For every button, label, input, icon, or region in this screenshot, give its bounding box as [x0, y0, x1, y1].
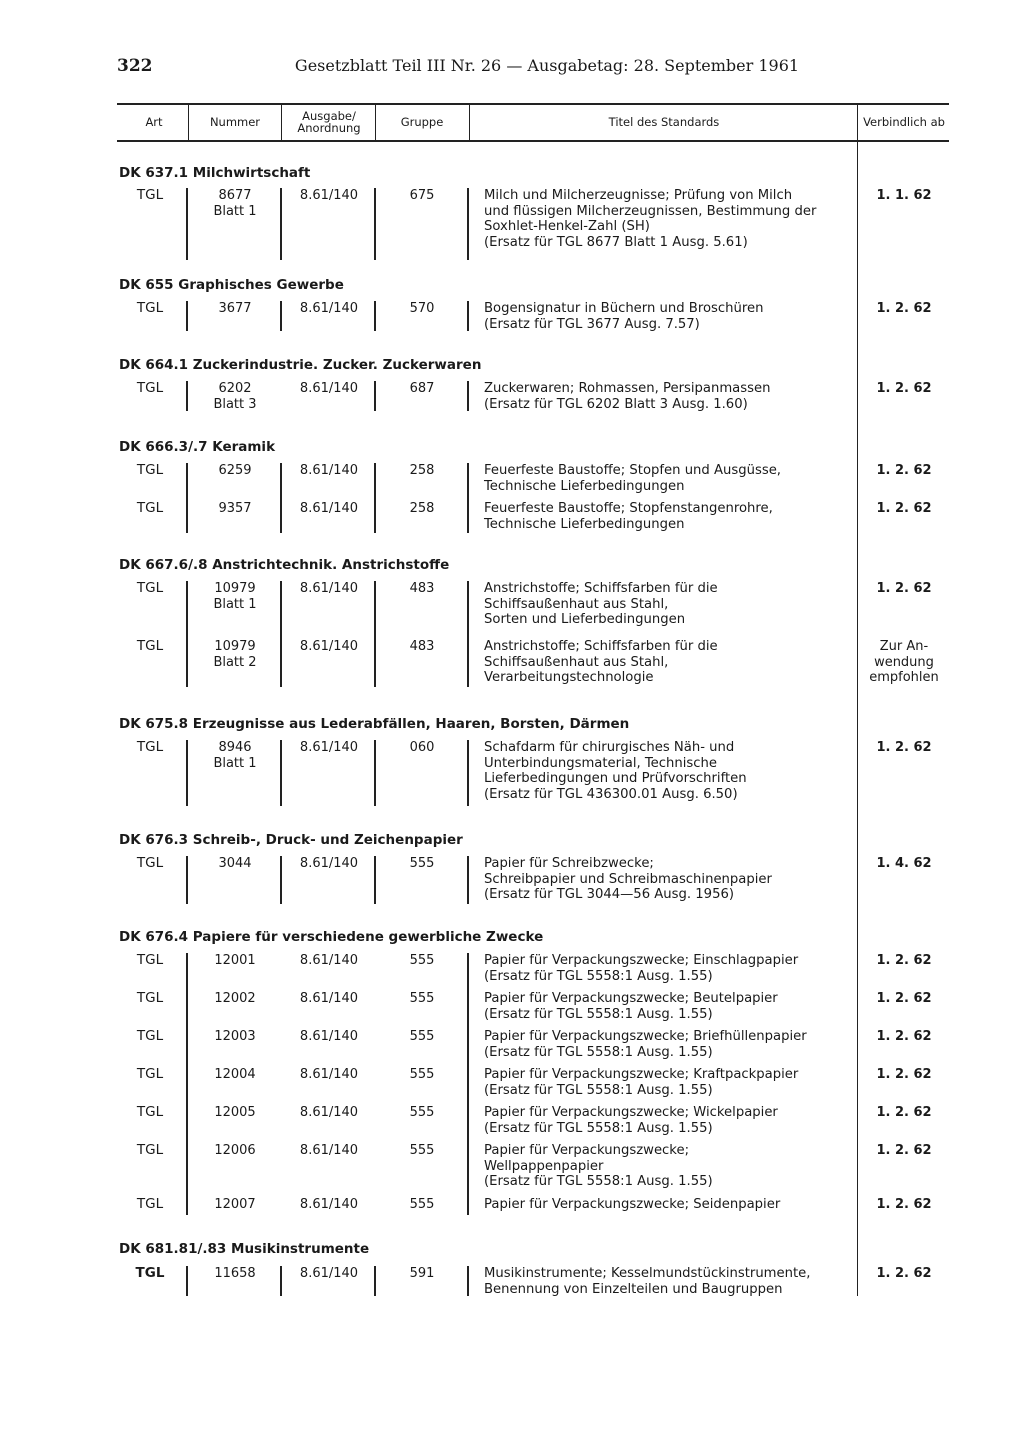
cell-gruppe: 555 [409, 1067, 435, 1082]
row-divider [186, 1266, 188, 1296]
cell-gruppe: 555 [409, 1143, 435, 1158]
cell-ausgabe: 8.61/140 [299, 953, 359, 968]
cell-gruppe: 591 [409, 1266, 435, 1281]
cell-gruppe: 555 [409, 953, 435, 968]
cell-nummer: 6202 Blatt 3 [213, 381, 257, 412]
row-divider [467, 856, 469, 904]
row-divider [467, 301, 469, 331]
cell-verbindlich: 1. 2. 62 [876, 1143, 932, 1158]
cell-nummer: 6259 [218, 463, 252, 478]
cell-nummer: 12006 [214, 1143, 256, 1158]
cell-titel: Papier für Verpackungszwecke; Beutelpapier (Ersatz für TGL 5558:1 Ausg. 1.55) [484, 991, 778, 1022]
cell-ausgabe: 8.61/140 [299, 1067, 359, 1082]
cell-nummer: 3677 [218, 301, 252, 316]
cell-art: TGL [136, 952, 164, 968]
row-divider [280, 1266, 282, 1296]
cell-titel: Papier für Verpackungszwecke; Kraftpackpapier (Ersatz für TGL 5558:1 Ausg. 1.55) [484, 1067, 799, 1098]
cell-titel: Feuerfeste Baustoffe; Stopfenstangenrohre, Technische Lieferbedingungen [484, 501, 773, 532]
cell-art: TGL [136, 1196, 164, 1212]
cell-nummer: 12003 [214, 1029, 256, 1044]
cell-titel: Bogensignatur in Büchern und Broschüren (Ersatz für TGL 3677 Ausg. 7.57) [484, 301, 764, 332]
row-divider [186, 463, 188, 533]
cell-verbindlich: 1. 2. 62 [876, 1105, 932, 1120]
cell-verbindlich: 1. 2. 62 [876, 501, 932, 516]
cell-ausgabe: 8.61/140 [299, 639, 359, 654]
cell-gruppe: 258 [409, 463, 435, 478]
row-divider [374, 301, 376, 331]
cell-ausgabe: 8.61/140 [299, 991, 359, 1006]
cell-gruppe: 555 [409, 1197, 435, 1212]
row-divider [186, 301, 188, 331]
cell-titel: Anstrichstoffe; Schiffsfarben für die Schiffsaußenhaut aus Stahl, Sorten und Lieferbedingungen [484, 581, 718, 627]
cell-titel: Papier für Verpackungszwecke; Einschlagpapier (Ersatz für TGL 5558:1 Ausg. 1.55) [484, 953, 799, 984]
row-divider [186, 953, 188, 1215]
section-heading: DK 664.1 Zuckerindustrie. Zucker. Zuckerwaren [119, 357, 482, 373]
column-header-titel: Titel des Standards [608, 114, 720, 129]
cell-titel: Papier für Verpackungszwecke; Seidenpapier [484, 1197, 781, 1212]
row-divider [467, 1266, 469, 1296]
cell-nummer: 11658 [214, 1266, 256, 1281]
row-divider [467, 740, 469, 806]
section-heading: DK 676.4 Papiere für verschiedene gewerbliche Zwecke [119, 929, 544, 945]
row-divider [374, 581, 376, 687]
cell-art: TGL [136, 187, 164, 203]
cell-ausgabe: 8.61/140 [299, 856, 359, 871]
cell-nummer: 12001 [214, 953, 256, 968]
row-divider [280, 856, 282, 904]
cell-titel: Schafdarm für chirurgisches Näh- und Unterbindungsmaterial, Technische Lieferbedingungen und Prüfvorschriften (Ersatz für TGL 436300.01 Ausg. 6.50) [484, 740, 747, 802]
cell-art: TGL [136, 380, 164, 396]
cell-verbindlich: 1. 2. 62 [876, 1067, 932, 1082]
cell-gruppe: 675 [409, 188, 435, 203]
cell-gruppe: 555 [409, 1105, 435, 1120]
cell-nummer: 10979 Blatt 2 [213, 639, 257, 670]
cell-nummer: 12004 [214, 1067, 256, 1082]
row-divider [374, 463, 376, 533]
row-divider [374, 381, 376, 411]
cell-verbindlich: 1. 2. 62 [876, 1266, 932, 1281]
cell-art: TGL [136, 500, 164, 516]
row-divider [186, 188, 188, 260]
page-number: 322 [117, 56, 153, 76]
section-heading: DK 681.81/.83 Musikinstrumente [119, 1241, 370, 1257]
cell-nummer: 8677 Blatt 1 [213, 188, 257, 219]
cell-verbindlich: 1. 2. 62 [876, 953, 932, 968]
cell-verbindlich: 1. 2. 62 [876, 301, 932, 316]
row-divider [186, 381, 188, 411]
cell-art: TGL [136, 739, 164, 755]
row-divider [186, 740, 188, 806]
cell-ausgabe: 8.61/140 [299, 188, 359, 203]
column-divider [375, 104, 376, 140]
row-divider [374, 188, 376, 260]
cell-art: TGL [136, 638, 164, 654]
row-divider [467, 581, 469, 687]
cell-verbindlich: 1. 2. 62 [876, 991, 932, 1006]
row-divider [280, 463, 282, 533]
row-divider [186, 581, 188, 687]
column-divider [188, 104, 189, 140]
column-header-gruppe: Gruppe [400, 114, 444, 129]
row-divider [280, 740, 282, 806]
cell-ausgabe: 8.61/140 [299, 1266, 359, 1281]
cell-ausgabe: 8.61/140 [299, 1197, 359, 1212]
row-divider [280, 188, 282, 260]
cell-titel: Papier für Schreibzwecke; Schreibpapier und Schreibmaschinenpapier (Ersatz für TGL 3044—56 Ausg. 1956) [484, 856, 772, 902]
cell-titel: Papier für Verpackungszwecke; Wickelpapier (Ersatz für TGL 5558:1 Ausg. 1.55) [484, 1105, 778, 1136]
cell-titel: Papier für Verpackungszwecke; Briefhüllenpapier (Ersatz für TGL 5558:1 Ausg. 1.55) [484, 1029, 807, 1060]
cell-art: TGL [136, 1028, 164, 1044]
cell-gruppe: 570 [409, 301, 435, 316]
row-divider [467, 463, 469, 533]
cell-verbindlich: 1. 2. 62 [876, 381, 932, 396]
cell-art: TGL [136, 1142, 164, 1158]
row-divider [374, 740, 376, 806]
cell-art: TGL [136, 1104, 164, 1120]
cell-gruppe: 483 [409, 581, 435, 596]
section-heading: DK 655 Graphisches Gewerbe [119, 277, 344, 293]
table-header-rule [117, 140, 949, 142]
cell-gruppe: 483 [409, 639, 435, 654]
row-divider [374, 1266, 376, 1296]
cell-gruppe: 060 [409, 740, 435, 755]
cell-verbindlich: 1. 2. 62 [876, 1197, 932, 1212]
cell-titel: Papier für Verpackungszwecke; Wellpappenpapier (Ersatz für TGL 5558:1 Ausg. 1.55) [484, 1143, 713, 1189]
cell-art: TGL [136, 1066, 164, 1082]
cell-verbindlich: 1. 2. 62 [876, 463, 932, 478]
cell-art: TGL [135, 1265, 165, 1281]
cell-titel: Musikinstrumente; Kesselmundstückinstrumente, Benennung von Einzelteilen und Baugruppen [484, 1266, 811, 1297]
row-divider [374, 856, 376, 904]
row-divider [467, 188, 469, 260]
cell-verbindlich: 1. 2. 62 [876, 1029, 932, 1044]
cell-gruppe: 555 [409, 1029, 435, 1044]
cell-titel: Anstrichstoffe; Schiffsfarben für die Schiffsaußenhaut aus Stahl, Verarbeitungstechnologie [484, 639, 718, 685]
column-header-art: Art [145, 114, 163, 129]
cell-gruppe: 687 [409, 381, 435, 396]
cell-nummer: 10979 Blatt 1 [213, 581, 257, 612]
cell-gruppe: 555 [409, 856, 435, 871]
cell-ausgabe: 8.61/140 [299, 581, 359, 596]
cell-verbindlich: 1. 2. 62 [876, 740, 932, 755]
cell-ausgabe: 8.61/140 [299, 740, 359, 755]
cell-art: TGL [136, 300, 164, 316]
column-header-nummer: Nummer [209, 114, 261, 129]
cell-nummer: 12005 [214, 1105, 256, 1120]
cell-verbindlich: 1. 4. 62 [876, 856, 932, 871]
cell-ausgabe: 8.61/140 [299, 1143, 359, 1158]
row-divider [467, 953, 469, 1215]
section-heading: DK 666.3/.7 Keramik [119, 439, 276, 455]
section-heading: DK 667.6/.8 Anstrichtechnik. Anstrichstoffe [119, 557, 450, 573]
column-divider [469, 104, 470, 140]
section-heading: DK 676.3 Schreib-, Druck- und Zeichenpapier [119, 832, 463, 848]
cell-ausgabe: 8.61/140 [299, 463, 359, 478]
row-divider [186, 856, 188, 904]
cell-nummer: 12007 [214, 1197, 256, 1212]
cell-titel: Feuerfeste Baustoffe; Stopfen und Ausgüsse, Technische Lieferbedingungen [484, 463, 781, 494]
column-header-ausgabe: Ausgabe/ Anordnung [297, 108, 361, 135]
cell-verbindlich: 1. 1. 62 [876, 188, 932, 203]
cell-ausgabe: 8.61/140 [299, 381, 359, 396]
row-divider [467, 381, 469, 411]
column-header-verbindlich: Verbindlich ab [863, 114, 945, 129]
page-title: Gesetzblatt Teil III Nr. 26 — Ausgabetag: 28. September 1961 [294, 56, 800, 75]
cell-ausgabe: 8.61/140 [299, 1105, 359, 1120]
row-divider [280, 581, 282, 687]
cell-ausgabe: 8.61/140 [299, 501, 359, 516]
cell-titel: Milch und Milcherzeugnisse; Prüfung von Milch und flüssigen Milcherzeugnissen, Bestimmung der Soxhlet-Henkel-Zahl (SH) (Ersatz für TGL 8677 Blatt 1 Ausg. 5.61) [484, 188, 817, 250]
row-divider [280, 301, 282, 331]
cell-art: TGL [136, 855, 164, 871]
cell-art: TGL [136, 580, 164, 596]
cell-nummer: 8946 Blatt 1 [213, 740, 257, 771]
cell-nummer: 3044 [218, 856, 252, 871]
cell-ausgabe: 8.61/140 [299, 1029, 359, 1044]
section-heading: DK 675.8 Erzeugnisse aus Lederabfällen, Haaren, Borsten, Därmen [119, 716, 630, 732]
cell-titel: Zuckerwaren; Rohmassen, Persipanmassen (Ersatz für TGL 6202 Blatt 3 Ausg. 1.60) [484, 381, 771, 412]
cell-gruppe: 258 [409, 501, 435, 516]
cell-ausgabe: 8.61/140 [299, 301, 359, 316]
cell-gruppe: 555 [409, 991, 435, 1006]
cell-art: TGL [136, 990, 164, 1006]
cell-verbindlich: Zur An- wendung empfohlen [869, 639, 939, 685]
cell-verbindlich: 1. 2. 62 [876, 581, 932, 596]
section-heading: DK 637.1 Milchwirtschaft [119, 165, 311, 181]
cell-nummer: 12002 [214, 991, 256, 1006]
column-divider [281, 104, 282, 140]
cell-nummer: 9357 [218, 501, 252, 516]
table-row [0, 188, 1024, 250]
cell-art: TGL [136, 462, 164, 478]
